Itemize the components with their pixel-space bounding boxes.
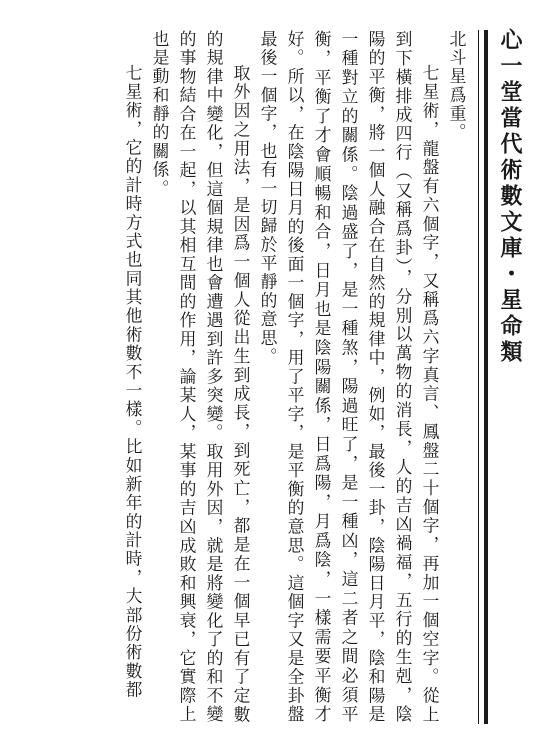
paragraph: 七星術，它的計時方式也同其他術數不一樣。比如新年的計時，大部份術數都: [123, 63, 143, 700]
running-header: 心一堂當代術數文庫・星命類: [497, 28, 523, 366]
body-text: [50, 30, 470, 724]
paragraph-continuation: 北斗星爲重。: [447, 30, 467, 143]
paragraph: 七星術，龍盤有六個字，又稱爲六字真言、鳳盤二十個字，再加一個空字。從上到下橫排成四行（又稱爲卦），分別以萬物的消長，人的吉凶禍福，五行的生剋，陰陽的平衡，將一個人融合在自然的規律中，例如，最後一卦，陰陽日月平，陰和陽是一種對立的關係。陰過盛了，是一種煞，陽過旺了，是一種凶，這二者之間必須平衡，平衡了才會順暢和合，日月也是陰陽關係，日爲陽，月爲陰，一樣需要平衡才好。所以，在陰陽日月的後面一個字，用了平字，是平衡的意思。這個字又是全卦盤最後一個字，也有一切歸於平靜的意思。: [258, 30, 440, 724]
header-rule-thick: [484, 30, 488, 724]
header-rule-thin: [478, 30, 479, 724]
paragraph: 取外因之用法，是因爲一個人從出生到成長，到死亡，都是在一個早已有了定數的規律中變化，但這個規律也會遭遇到許多突變。取用外因，就是將變化了的和不變的事物結合在一起，以其相互間的作用，論某人，某事的吉凶成敗和興衰，它實際上也是動和靜的關係。: [150, 30, 251, 724]
